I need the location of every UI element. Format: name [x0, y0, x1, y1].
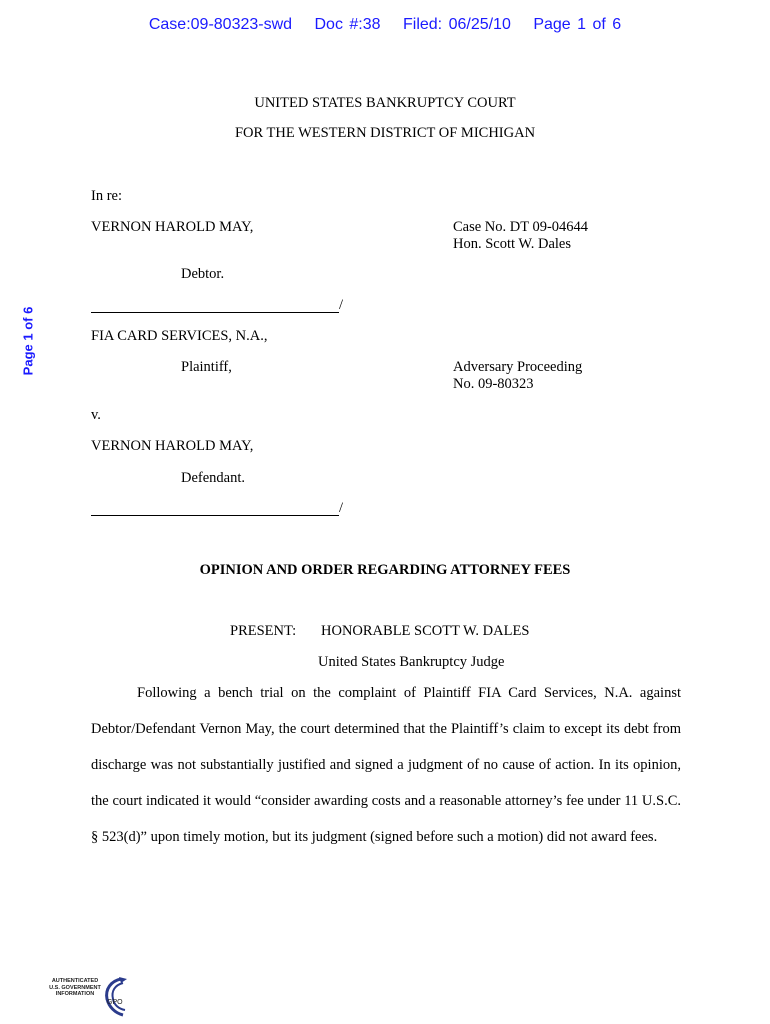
header-filed: Filed: 06/25/10	[403, 16, 511, 33]
eagle-icon	[101, 975, 129, 1019]
filing-header	[0, 16, 770, 34]
caption-slash-1: /	[339, 297, 344, 313]
plaintiff-role: Plaintiff,	[181, 359, 232, 375]
header-case: Case:09-80323-swd	[148, 16, 293, 33]
court-district: FOR THE WESTERN DISTRICT OF MICHIGAN	[234, 125, 536, 141]
side-page-stamp-text: Page 1 of 6	[20, 306, 36, 376]
in-re-label: In re:	[91, 188, 122, 204]
debtor-name: VERNON HAROLD MAY,	[91, 219, 254, 235]
court-name: UNITED STATES BANKRUPTCY COURT	[254, 95, 516, 111]
side-page-stamp	[18, 306, 38, 376]
present-label: PRESENT:	[230, 623, 297, 639]
caption-rule-2	[91, 515, 339, 516]
adversary-number: No. 09-80323	[453, 376, 534, 392]
gpo-seal-text: AUTHENTICATED U.S. GOVERNMENT INFORMATION	[49, 978, 101, 997]
present-judge: HONORABLE SCOTT W. DALES	[321, 623, 530, 639]
body-paragraph: Following a bench trial on the complaint of Plaintiff FIA Card Services, N.A. against Debtor/Defendant Vernon May, the court determined that the Plaintiff’s claim to except its debt from discharge was not substantially justified and signed a judgment of no cause of action. In its opinion, the court indicated it would “consider awarding costs and a reasonable attorney’s fee under 11 U.S.C. § 523(d)” upon timely motion, but its judgment (signed before such a motion) did not award fees.	[91, 685, 681, 845]
defendant-role: Defendant.	[181, 470, 246, 486]
judge-name: Hon. Scott W. Dales	[453, 236, 572, 252]
header-page: Page 1 of 6	[533, 16, 622, 33]
present-title: United States Bankruptcy Judge	[318, 654, 505, 670]
case-number: Case No. DT 09-04644	[453, 219, 589, 235]
defendant-name: VERNON HAROLD MAY,	[91, 438, 254, 454]
header-doc: Doc #:38	[314, 16, 381, 33]
adversary-label: Adversary Proceeding	[453, 359, 583, 375]
versus: v.	[91, 407, 101, 423]
caption-rule-1	[91, 312, 339, 313]
plaintiff-name: FIA CARD SERVICES, N.A.,	[91, 328, 268, 344]
gpo-authentication-seal	[45, 975, 130, 1019]
caption-slash-2: /	[339, 500, 344, 516]
document-title: OPINION AND ORDER REGARDING ATTORNEY FEES	[199, 562, 571, 578]
gpo-mark: GPO	[107, 999, 123, 1006]
debtor-role: Debtor.	[181, 266, 225, 282]
